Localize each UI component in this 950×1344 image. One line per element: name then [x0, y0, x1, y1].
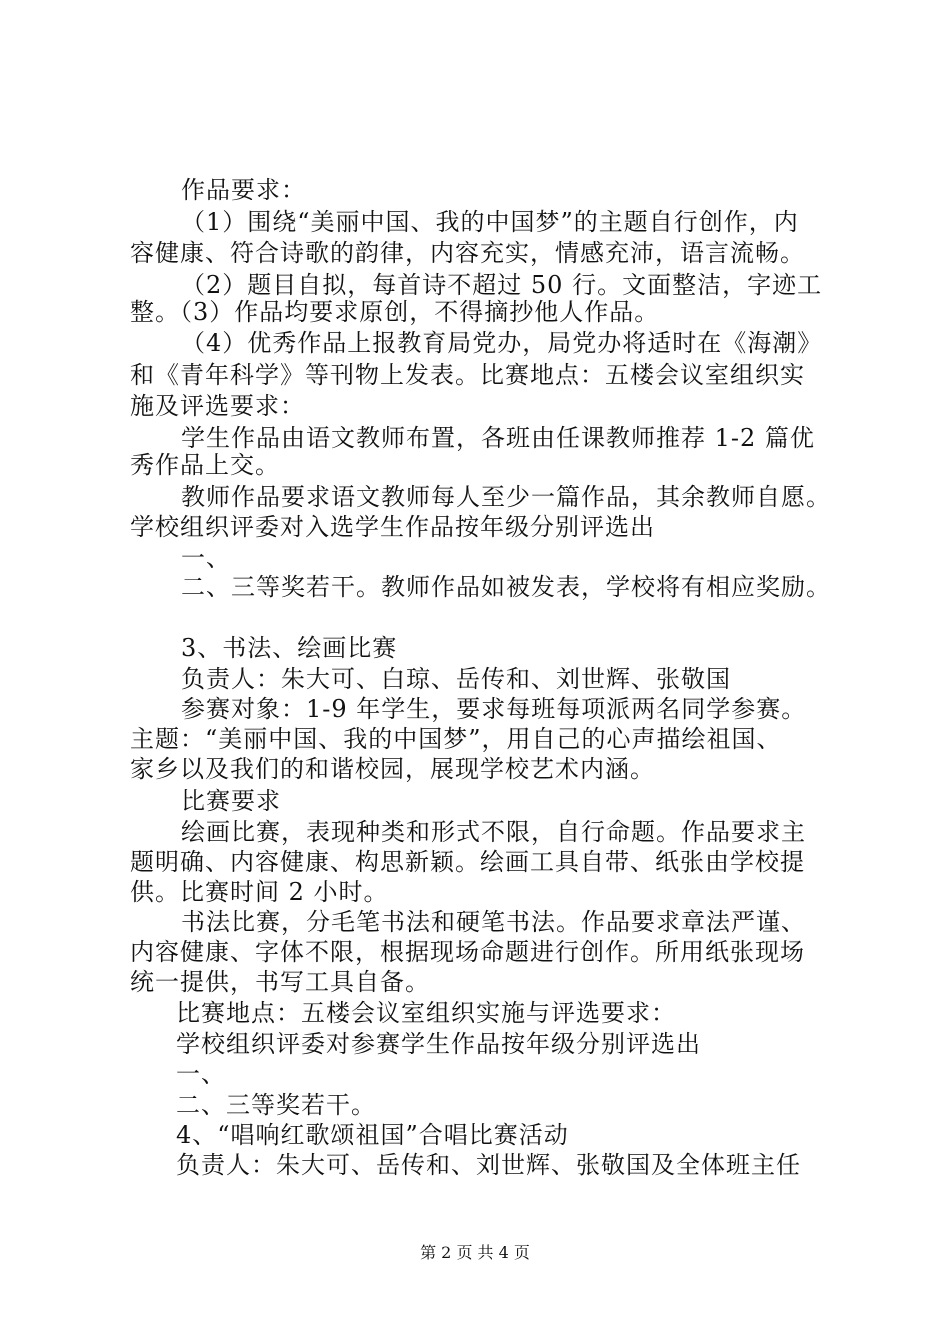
- text-line: 主题：“美丽中国、我的中国梦”，用自己的心声描绘祖国、: [130, 725, 782, 753]
- text-line: 秀作品上交。: [130, 451, 280, 479]
- section-heading: 3、书法、绘画比赛: [181, 634, 398, 662]
- text-line: 二、三等奖若干。: [176, 1091, 376, 1119]
- text-line: 学生作品由语文教师布置，各班由任课教师推荐 1-2 篇优: [181, 424, 815, 452]
- text-line: 参赛对象：1-9 年学生，要求每班每项派两名同学参赛。: [181, 695, 807, 723]
- text-line: 学校组织评委对入选学生作品按年级分别评选出: [130, 513, 655, 541]
- text-line: 二、三等奖若干。教师作品如被发表，学校将有相应奖励。: [181, 573, 831, 601]
- text-line: 容健康、符合诗歌的韵律，内容充实，情感充沛，语言流畅。: [130, 239, 805, 267]
- text-line: 一、: [181, 544, 231, 572]
- page-number-footer: 第 2 页 共 4 页: [420, 1243, 530, 1262]
- text-line: 学校组织评委对参赛学生作品按年级分别评选出: [176, 1030, 701, 1058]
- text-line: 负责人：朱大可、岳传和、刘世辉、张敬国及全体班主任: [176, 1151, 801, 1179]
- text-line: （1）围绕“美丽中国、我的中国梦”的主题自行创作，内: [181, 208, 799, 236]
- text-line: 绘画比赛，表现种类和形式不限，自行命题。作品要求主: [181, 818, 806, 846]
- text-line: 比赛要求: [181, 787, 281, 815]
- text-line: 负责人：朱大可、白琼、岳传和、刘世辉、张敬国: [181, 665, 731, 693]
- text-line: 作品要求：: [181, 176, 306, 204]
- text-line: 一、: [176, 1060, 226, 1088]
- text-line: 整。（3）作品均要求原创，不得摘抄他人作品。: [130, 298, 660, 326]
- text-line: 和《青年科学》等刊物上发表。比赛地点：五楼会议室组织实: [130, 361, 805, 389]
- text-line: 书法比赛，分毛笔书法和硬笔书法。作品要求章法严谨、: [181, 908, 806, 936]
- text-line: 教师作品要求语文教师每人至少一篇作品，其余教师自愿。: [181, 483, 831, 511]
- text-line: 家乡以及我们的和谐校园，展现学校艺术内涵。: [130, 755, 655, 783]
- text-line: 统一提供，书写工具自备。: [130, 968, 430, 996]
- text-line: （2）题目自拟，每首诗不超过 50 行。文面整洁，字迹工: [181, 271, 823, 299]
- text-line: 内容健康、字体不限，根据现场命题进行创作。所用纸张现场: [130, 938, 805, 966]
- text-line: （4）优秀作品上报教育局党办，局党办将适时在《海潮》: [181, 329, 823, 357]
- section-heading: 4、“唱响红歌颂祖国”合唱比赛活动: [176, 1121, 569, 1149]
- text-line: 供。比赛时间 2 小时。: [130, 878, 389, 906]
- text-line: 比赛地点：五楼会议室组织实施与评选要求：: [176, 999, 676, 1027]
- text-line: 施及评选要求：: [130, 392, 305, 420]
- text-line: 题明确、内容健康、构思新颖。绘画工具自带、纸张由学校提: [130, 848, 805, 876]
